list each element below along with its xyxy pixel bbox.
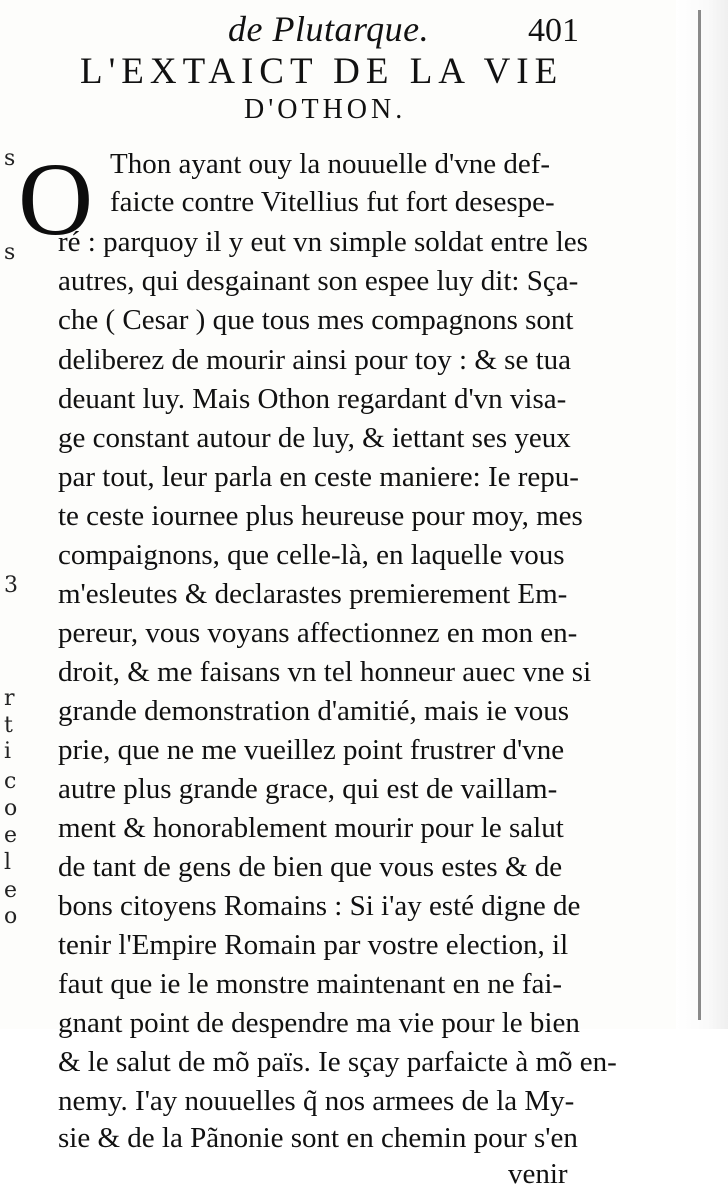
text-line: grande demonstration d'amitié, mais ie vous xyxy=(58,695,569,727)
running-head: de Plutarque. xyxy=(228,9,430,49)
margin-fragment: o xyxy=(4,796,18,821)
text-line: compaignons, que celle-là, en laquelle vous xyxy=(58,539,565,571)
text-line: pereur, vous voyans affectionnez en mon en- xyxy=(58,617,578,649)
text-line: m'esleutes & declarastes premierement Em- xyxy=(58,578,568,610)
text-line: faut que ie le monstre maintenant en ne fai- xyxy=(58,968,563,1000)
catchword: venir xyxy=(508,1158,568,1190)
text-line: ment & honorablement mourir pour le salut xyxy=(58,812,564,844)
margin-fragment: 3 xyxy=(4,573,18,598)
text-line: te ceste iournee plus heureuse pour moy, mes xyxy=(58,500,583,532)
page-edge-shadow xyxy=(676,0,728,1029)
binding-rule xyxy=(698,10,701,1020)
chapter-title: L'EXTAICT DE LA VIE xyxy=(80,51,564,92)
text-line: Thon ayant ouy la nouuelle d'vne def- xyxy=(110,148,551,180)
text-line: deuant luy. Mais Othon regardant d'vn visa- xyxy=(58,383,567,415)
margin-fragment: t xyxy=(4,713,13,738)
margin-fragment: i xyxy=(4,739,12,764)
text-line: autres, qui desgainant son espee luy dit: Sça- xyxy=(58,265,579,297)
text-line: & le salut de mõ païs. Ie sçay parfaicte à mõ en- xyxy=(58,1046,617,1078)
margin-fragment: e xyxy=(4,878,18,903)
text-line: gnant point de despendre ma vie pour le bien xyxy=(58,1007,580,1039)
text-line: droit, & me faisans vn tel honneur auec vne si xyxy=(58,656,592,688)
margin-fragment: e xyxy=(4,823,18,848)
text-line: nemy. I'ay nouuelles q̃ nos armees de la My- xyxy=(58,1085,575,1117)
chapter-subtitle: D'OTHON. xyxy=(244,94,407,125)
text-line: de tant de gens de bien que vous estes & de xyxy=(58,851,563,883)
text-line: prie, que ne me vueillez point frustrer d'vne xyxy=(58,734,565,766)
text-line: tenir l'Empire Romain par vostre election, il xyxy=(58,929,569,961)
text-line: ge constant autour de luy, & iettant ses yeux xyxy=(58,422,571,454)
text-line: che ( Cesar ) que tous mes compagnons sont xyxy=(58,304,574,336)
margin-fragment: o xyxy=(4,904,18,929)
text-line: autre plus grande grace, qui est de vaillam- xyxy=(58,773,558,805)
text-line: faicte contre Vitellius fut fort desespe- xyxy=(110,186,555,218)
text-line: par tout, leur parla en ceste maniere: Ie repu- xyxy=(58,461,579,493)
text-line: bons citoyens Romains : Si i'ay esté digne de xyxy=(58,890,581,922)
margin-fragment: c xyxy=(4,769,17,794)
page-number: 401 xyxy=(528,12,579,49)
text-line: deliberez de mourir ainsi pour toy : & se tua xyxy=(58,344,571,376)
drop-capital: O xyxy=(18,142,94,257)
margin-fragment: l xyxy=(4,850,12,875)
text-line: ré : parquoy il y eut vn simple soldat entre les xyxy=(58,226,588,258)
margin-fragment: s xyxy=(4,240,16,265)
text-line: sie & de la Pãnonie sont en chemin pour s'en xyxy=(58,1122,578,1154)
margin-fragment: s xyxy=(4,146,16,171)
margin-fragment: r xyxy=(4,686,15,711)
